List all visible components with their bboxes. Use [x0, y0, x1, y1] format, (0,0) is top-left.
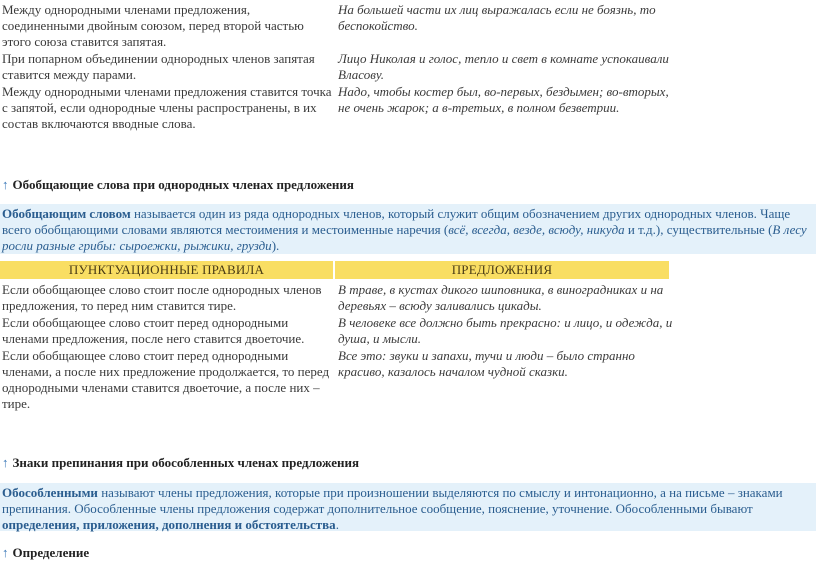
table-row-2-rule: Если обобщающее слово стоит перед однородными членами предложения, после него ставится двоеточие. [2, 315, 305, 346]
section-heading-attribute [2, 545, 702, 561]
table-row-3-rule: Между однородными членами предложения ставится точка с запятой, если однородные члены распространены, в их состав включаются вводные слова. [2, 84, 332, 131]
table-row-1-rule: Между однородными членами предложения, соединенными двойным союзом, перед второй частью этого союза ставится запятая. [2, 2, 304, 49]
up-arrow-icon[interactable]: ↑ [2, 177, 9, 192]
table-row-3-example: Надо, чтобы костер был, во-первых, бездымен; во-вторых, не очень жарок; а в-третьих, в полном безветрии. [338, 84, 669, 115]
table-row-2-example: В человеке все должно быть прекрасно: и лицо, и одежда, и душа, и мысли. [338, 315, 673, 346]
definition-term: Обобщающим словом [2, 206, 131, 221]
table-row-2-rule: При попарном объединении однородных членов запятая ставится между парами. [2, 51, 315, 82]
table-row-3-example: Все это: звуки и запахи, тучи и люди – было странно красиво, казалось началом чудной сказки. [338, 348, 635, 379]
definition-isolated-members [2, 485, 810, 533]
table-row-1-example: На большей части их лиц выражалась если не боязнь, то беспокойство. [338, 2, 656, 33]
definition-text: называют члены предложения, которые при произношении выделяются по смыслу и интонационно, а на письме – знаками препинания. Обособленные члены предложения содержат дополнительное сообщение, пояснение, уточнение. Обособленными бывают [2, 485, 783, 516]
table-row-2-example: Лицо Николая и голос, тепло и свет в комнате успокаивали Власову. [338, 51, 669, 82]
table-row-1-rule: Если обобщающее слово стоит после однородных членов предложения, то перед ним ставится тире. [2, 282, 322, 313]
definition-term: Обособленными [2, 485, 98, 500]
table-row-3-rule: Если обобщающее слово стоит перед однородными членами, а после них предложение продолжается, то перед однородными членами ставится двоеточие, а после них – тире. [2, 348, 330, 411]
definition-text: называется один из ряда однородных членов, который служит общим обозначением других однородных членов. Чаще всего обобщающими словами являются местоимения и местоименные наречия ( [2, 206, 791, 237]
up-arrow-icon[interactable]: ↑ [2, 455, 9, 470]
definition-examples-pronouns: всё, всегда, везде, всюду, никуда [448, 222, 625, 237]
definition-text-middle: и т.д.), существительные ( [624, 222, 773, 237]
table-header-examples: ПРЕДЛОЖЕНИЯ [335, 261, 669, 279]
definition-types-list: определения, приложения, дополнения и обстоятельства [2, 517, 336, 532]
table-row-1-example: В траве, в кустах дикого шиповника, в виноградниках и на деревьях – всюду заливались цикады. [338, 282, 664, 313]
section-heading-generalizing-words [2, 177, 702, 193]
up-arrow-icon[interactable]: ↑ [2, 545, 9, 560]
definition-example-sentence: В лесу росли разные грибы: сыроежки, рыжики, грузди [2, 222, 807, 253]
definition-text-end: ). [271, 238, 280, 253]
table-header-rules: ПУНКТУАЦИОННЫЕ ПРАВИЛА [0, 261, 333, 279]
section-title: Знаки препинания при обособленных членах предложения [12, 455, 360, 470]
section-title: Определение [12, 545, 90, 560]
section-title: Обобщающие слова при однородных членах предложения [12, 177, 354, 192]
definition-text-end: . [335, 517, 339, 532]
definition-generalizing-word [2, 206, 810, 254]
section-heading-punctuation-isolated [2, 455, 702, 471]
